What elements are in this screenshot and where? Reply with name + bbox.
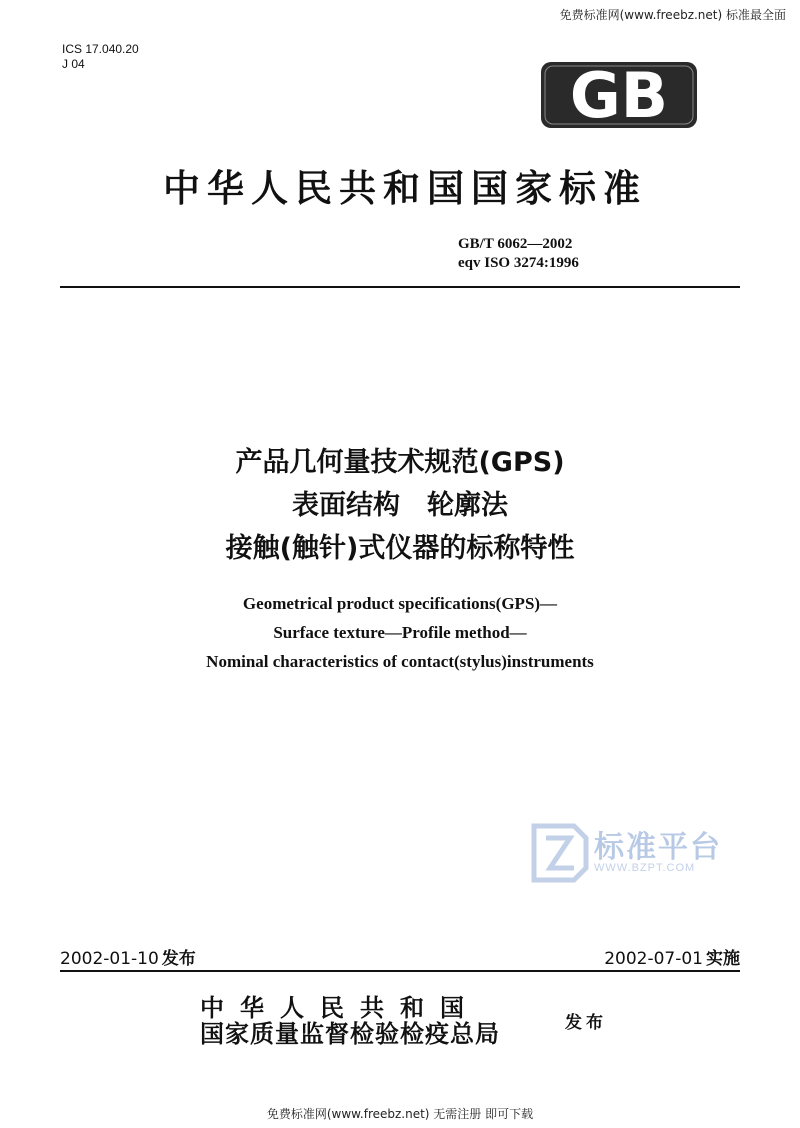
chinese-title [0,441,800,570]
issue-label: 发布 [161,949,196,969]
watermark-text: 标准平台 [594,830,722,865]
issue-date-block [60,944,196,969]
gb-logo-mark [541,62,697,128]
bottom-divider [60,970,740,972]
implement-date: 2002-07-01 [604,949,703,969]
english-title-line-1: Geometrical product specifications(GPS)— [242,594,558,613]
watermark [530,818,770,888]
issuer-action: 发布 [565,1013,607,1033]
watermark-logo-icon [530,822,590,884]
issuer-line-2: 国家质量监督检验检疫总局 [200,1020,500,1048]
standard-codes [458,235,579,273]
issuer-line-1: 中华人民共和国 [200,994,480,1022]
english-title-line-2: Surface texture—Profile method— [273,623,527,642]
english-title-line-3: Nominal characteristics of contact(stylus)instruments [206,652,594,671]
chinese-title-line-2: 表面结构 轮廓法 [292,490,508,521]
classification-codes [62,42,139,72]
top-banner: 免费标准网(www.freebz.net) 标准最全面 [559,8,786,22]
implement-label: 实施 [706,949,740,969]
equivalent-standard: eqv ISO 3274:1996 [458,255,579,271]
gb-logo [541,62,697,128]
national-standard-title: 中华人民共和国国家标准 [163,167,647,210]
watermark-url: WWW.BZPT.COM [594,862,696,874]
issuing-authority [200,995,500,1047]
english-title [0,589,800,676]
ics-code: ICS 17.040.20 [62,42,139,56]
chinese-title-line-3: 接触(触针)式仪器的标称特性 [225,533,575,564]
issue-date: 2002-01-10 [60,949,159,969]
top-divider [60,286,740,288]
chinese-title-line-1: 产品几何量技术规范(GPS) [235,447,565,478]
standard-number: GB/T 6062—2002 [458,236,573,252]
ccs-code: J 04 [62,57,85,71]
implement-date-block [604,944,740,969]
gb-logo-text: GB [569,62,669,128]
bottom-banner: 免费标准网(www.freebz.net) 无需注册 即可下载 [266,1107,534,1121]
